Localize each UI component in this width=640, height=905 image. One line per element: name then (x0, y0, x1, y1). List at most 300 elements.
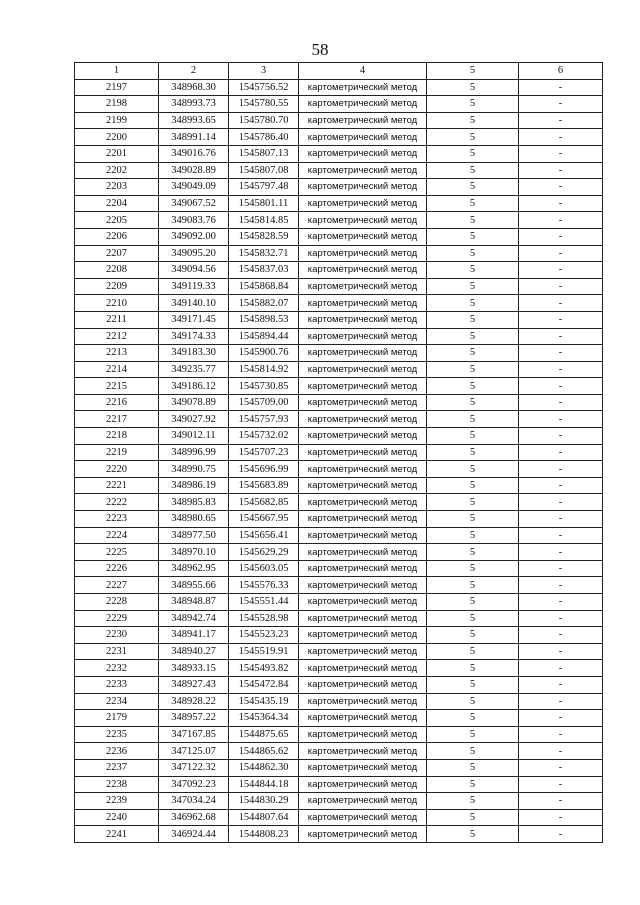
table-row (75, 411, 603, 428)
table-row (75, 295, 603, 312)
y-coordinate-cell: 1544807.64 (229, 809, 299, 826)
description-cell: - (519, 610, 603, 627)
y-coordinate-cell: 1545629.29 (229, 544, 299, 561)
description-cell: - (519, 759, 603, 776)
table-row (75, 361, 603, 378)
description-cell: - (519, 494, 603, 511)
method-cell: картометрический метод (299, 594, 427, 611)
x-coordinate-cell: 346924.44 (159, 826, 229, 843)
x-coordinate-cell: 349095.20 (159, 245, 229, 262)
method-cell: картометрический метод (299, 676, 427, 693)
y-coordinate-cell: 1545732.02 (229, 428, 299, 445)
accuracy-cell: 5 (427, 361, 519, 378)
point-number-cell: 2231 (75, 643, 159, 660)
y-coordinate-cell: 1545757.93 (229, 411, 299, 428)
table-row (75, 660, 603, 677)
method-cell: картометрический метод (299, 162, 427, 179)
y-coordinate-cell: 1545882.07 (229, 295, 299, 312)
accuracy-cell: 5 (427, 411, 519, 428)
table-row (75, 461, 603, 478)
point-number-cell: 2232 (75, 660, 159, 677)
accuracy-cell: 5 (427, 494, 519, 511)
accuracy-cell: 5 (427, 461, 519, 478)
point-number-cell: 2205 (75, 212, 159, 229)
y-coordinate-cell: 1544808.23 (229, 826, 299, 843)
x-coordinate-cell: 349183.30 (159, 345, 229, 362)
method-cell: картометрический метод (299, 477, 427, 494)
y-coordinate-cell: 1545832.71 (229, 245, 299, 262)
table-row (75, 494, 603, 511)
method-cell: картометрический метод (299, 577, 427, 594)
table-row (75, 511, 603, 528)
description-cell: - (519, 809, 603, 826)
point-number-cell: 2234 (75, 693, 159, 710)
method-cell: картометрический метод (299, 544, 427, 561)
accuracy-cell: 5 (427, 145, 519, 162)
x-coordinate-cell: 348977.50 (159, 527, 229, 544)
table-header (75, 63, 603, 80)
table-row (75, 693, 603, 710)
method-cell: картометрический метод (299, 826, 427, 843)
method-cell: картометрический метод (299, 461, 427, 478)
description-cell: - (519, 776, 603, 793)
y-coordinate-cell: 1545797.48 (229, 179, 299, 196)
table-row (75, 345, 603, 362)
table-row (75, 560, 603, 577)
point-number-cell: 2238 (75, 776, 159, 793)
accuracy-cell: 5 (427, 378, 519, 395)
method-cell: картометрический метод (299, 610, 427, 627)
method-cell: картометрический метод (299, 660, 427, 677)
column-header-5: 5 (427, 63, 519, 80)
y-coordinate-cell: 1545828.59 (229, 228, 299, 245)
method-cell: картометрический метод (299, 378, 427, 395)
table-row (75, 262, 603, 279)
table-row (75, 212, 603, 229)
description-cell: - (519, 162, 603, 179)
x-coordinate-cell: 349012.11 (159, 428, 229, 445)
description-cell: - (519, 145, 603, 162)
description-cell: - (519, 96, 603, 113)
x-coordinate-cell: 349092.00 (159, 228, 229, 245)
accuracy-cell: 5 (427, 826, 519, 843)
y-coordinate-cell: 1545898.53 (229, 311, 299, 328)
description-cell: - (519, 328, 603, 345)
method-cell: картометрический метод (299, 693, 427, 710)
table-row (75, 96, 603, 113)
description-cell: - (519, 461, 603, 478)
y-coordinate-cell: 1545709.00 (229, 394, 299, 411)
x-coordinate-cell: 347034.24 (159, 793, 229, 810)
point-number-cell: 2221 (75, 477, 159, 494)
y-coordinate-cell: 1545837.03 (229, 262, 299, 279)
method-cell: картометрический метод (299, 129, 427, 146)
page-number: 58 (311, 40, 329, 59)
x-coordinate-cell: 348962.95 (159, 560, 229, 577)
table-row (75, 643, 603, 660)
description-cell: - (519, 212, 603, 229)
point-number-cell: 2214 (75, 361, 159, 378)
description-cell: - (519, 743, 603, 760)
y-coordinate-cell: 1545780.55 (229, 96, 299, 113)
y-coordinate-cell: 1545683.89 (229, 477, 299, 494)
accuracy-cell: 5 (427, 328, 519, 345)
x-coordinate-cell: 348986.19 (159, 477, 229, 494)
accuracy-cell: 5 (427, 610, 519, 627)
y-coordinate-cell: 1545523.23 (229, 627, 299, 644)
y-coordinate-cell: 1544830.29 (229, 793, 299, 810)
table-row (75, 328, 603, 345)
description-cell: - (519, 560, 603, 577)
x-coordinate-cell: 347122.32 (159, 759, 229, 776)
accuracy-cell: 5 (427, 544, 519, 561)
description-cell: - (519, 676, 603, 693)
method-cell: картометрический метод (299, 710, 427, 727)
point-number-cell: 2213 (75, 345, 159, 362)
column-header-2: 2 (159, 63, 229, 80)
method-cell: картометрический метод (299, 428, 427, 445)
y-coordinate-cell: 1544862.30 (229, 759, 299, 776)
table-row (75, 627, 603, 644)
table-row (75, 145, 603, 162)
table-row (75, 544, 603, 561)
x-coordinate-cell: 349186.12 (159, 378, 229, 395)
table-row (75, 477, 603, 494)
y-coordinate-cell: 1544844.18 (229, 776, 299, 793)
method-cell: картометрический метод (299, 527, 427, 544)
accuracy-cell: 5 (427, 660, 519, 677)
point-number-cell: 2199 (75, 112, 159, 129)
point-number-cell: 2212 (75, 328, 159, 345)
x-coordinate-cell: 349094.56 (159, 262, 229, 279)
accuracy-cell: 5 (427, 129, 519, 146)
x-coordinate-cell: 349119.33 (159, 278, 229, 295)
point-number-cell: 2202 (75, 162, 159, 179)
x-coordinate-cell: 348968.30 (159, 79, 229, 96)
table-row (75, 710, 603, 727)
x-coordinate-cell: 347125.07 (159, 743, 229, 760)
y-coordinate-cell: 1545707.23 (229, 444, 299, 461)
table-row (75, 726, 603, 743)
description-cell: - (519, 112, 603, 129)
point-number-cell: 2227 (75, 577, 159, 594)
accuracy-cell: 5 (427, 477, 519, 494)
method-cell: картометрический метод (299, 212, 427, 229)
y-coordinate-cell: 1545551.44 (229, 594, 299, 611)
y-coordinate-cell: 1545894.44 (229, 328, 299, 345)
y-coordinate-cell: 1545603.05 (229, 560, 299, 577)
description-cell: - (519, 544, 603, 561)
method-cell: картометрический метод (299, 361, 427, 378)
method-cell: картометрический метод (299, 511, 427, 528)
point-number-cell: 2215 (75, 378, 159, 395)
point-number-cell: 2224 (75, 527, 159, 544)
method-cell: картометрический метод (299, 643, 427, 660)
description-cell: - (519, 345, 603, 362)
point-number-cell: 2219 (75, 444, 159, 461)
description-cell: - (519, 627, 603, 644)
table-row (75, 311, 603, 328)
table-row (75, 577, 603, 594)
accuracy-cell: 5 (427, 179, 519, 196)
point-number-cell: 2229 (75, 610, 159, 627)
y-coordinate-cell: 1545900.76 (229, 345, 299, 362)
accuracy-cell: 5 (427, 79, 519, 96)
point-number-cell: 2207 (75, 245, 159, 262)
accuracy-cell: 5 (427, 96, 519, 113)
method-cell: картометрический метод (299, 494, 427, 511)
method-cell: картометрический метод (299, 311, 427, 328)
column-header-1: 1 (75, 63, 159, 80)
y-coordinate-cell: 1545868.84 (229, 278, 299, 295)
table-row (75, 278, 603, 295)
column-header-3: 3 (229, 63, 299, 80)
accuracy-cell: 5 (427, 444, 519, 461)
description-cell: - (519, 228, 603, 245)
y-coordinate-cell: 1545696.99 (229, 461, 299, 478)
accuracy-cell: 5 (427, 560, 519, 577)
accuracy-cell: 5 (427, 809, 519, 826)
y-coordinate-cell: 1545786.40 (229, 129, 299, 146)
table-row (75, 676, 603, 693)
x-coordinate-cell: 348957.22 (159, 710, 229, 727)
table-row (75, 759, 603, 776)
point-number-cell: 2228 (75, 594, 159, 611)
y-coordinate-cell: 1545472.84 (229, 676, 299, 693)
description-cell: - (519, 179, 603, 196)
point-number-cell: 2222 (75, 494, 159, 511)
point-number-cell: 2179 (75, 710, 159, 727)
point-number-cell: 2198 (75, 96, 159, 113)
y-coordinate-cell: 1545801.11 (229, 195, 299, 212)
method-cell: картометрический метод (299, 112, 427, 129)
method-cell: картометрический метод (299, 79, 427, 96)
point-number-cell: 2233 (75, 676, 159, 693)
table-row (75, 162, 603, 179)
description-cell: - (519, 195, 603, 212)
accuracy-cell: 5 (427, 245, 519, 262)
column-header-6: 6 (519, 63, 603, 80)
description-cell: - (519, 660, 603, 677)
point-number-cell: 2197 (75, 79, 159, 96)
method-cell: картометрический метод (299, 245, 427, 262)
x-coordinate-cell: 349140.10 (159, 295, 229, 312)
x-coordinate-cell: 347092.23 (159, 776, 229, 793)
accuracy-cell: 5 (427, 212, 519, 229)
accuracy-cell: 5 (427, 195, 519, 212)
x-coordinate-cell: 349028.89 (159, 162, 229, 179)
y-coordinate-cell: 1544875.65 (229, 726, 299, 743)
point-number-cell: 2209 (75, 278, 159, 295)
x-coordinate-cell: 348985.83 (159, 494, 229, 511)
accuracy-cell: 5 (427, 594, 519, 611)
y-coordinate-cell: 1545364.34 (229, 710, 299, 727)
x-coordinate-cell: 348942.74 (159, 610, 229, 627)
description-cell: - (519, 511, 603, 528)
description-cell: - (519, 693, 603, 710)
y-coordinate-cell: 1545730.85 (229, 378, 299, 395)
description-cell: - (519, 726, 603, 743)
x-coordinate-cell: 349016.76 (159, 145, 229, 162)
accuracy-cell: 5 (427, 162, 519, 179)
accuracy-cell: 5 (427, 743, 519, 760)
accuracy-cell: 5 (427, 676, 519, 693)
method-cell: картометрический метод (299, 743, 427, 760)
table-row (75, 444, 603, 461)
accuracy-cell: 5 (427, 112, 519, 129)
y-coordinate-cell: 1545807.08 (229, 162, 299, 179)
method-cell: картометрический метод (299, 278, 427, 295)
x-coordinate-cell: 347167.85 (159, 726, 229, 743)
description-cell: - (519, 477, 603, 494)
x-coordinate-cell: 348928.22 (159, 693, 229, 710)
method-cell: картометрический метод (299, 145, 427, 162)
accuracy-cell: 5 (427, 527, 519, 544)
table-row (75, 179, 603, 196)
x-coordinate-cell: 349083.76 (159, 212, 229, 229)
table-row (75, 79, 603, 96)
x-coordinate-cell: 348941.17 (159, 627, 229, 644)
point-number-cell: 2223 (75, 511, 159, 528)
description-cell: - (519, 428, 603, 445)
table-row (75, 793, 603, 810)
x-coordinate-cell: 348933.15 (159, 660, 229, 677)
accuracy-cell: 5 (427, 793, 519, 810)
x-coordinate-cell: 349049.09 (159, 179, 229, 196)
description-cell: - (519, 278, 603, 295)
description-cell: - (519, 311, 603, 328)
point-number-cell: 2235 (75, 726, 159, 743)
y-coordinate-cell: 1545576.33 (229, 577, 299, 594)
point-number-cell: 2217 (75, 411, 159, 428)
accuracy-cell: 5 (427, 278, 519, 295)
x-coordinate-cell: 348955.66 (159, 577, 229, 594)
accuracy-cell: 5 (427, 511, 519, 528)
table-row (75, 112, 603, 129)
x-coordinate-cell: 349235.77 (159, 361, 229, 378)
accuracy-cell: 5 (427, 759, 519, 776)
point-number-cell: 2204 (75, 195, 159, 212)
header-row (75, 63, 603, 80)
point-number-cell: 2208 (75, 262, 159, 279)
table-row (75, 428, 603, 445)
accuracy-cell: 5 (427, 394, 519, 411)
table-row (75, 378, 603, 395)
method-cell: картометрический метод (299, 726, 427, 743)
x-coordinate-cell: 349171.45 (159, 311, 229, 328)
accuracy-cell: 5 (427, 710, 519, 727)
x-coordinate-cell: 348970.10 (159, 544, 229, 561)
description-cell: - (519, 793, 603, 810)
table-row (75, 527, 603, 544)
method-cell: картометрический метод (299, 793, 427, 810)
point-number-cell: 2225 (75, 544, 159, 561)
x-coordinate-cell: 348948.87 (159, 594, 229, 611)
method-cell: картометрический метод (299, 809, 427, 826)
point-number-cell: 2226 (75, 560, 159, 577)
accuracy-cell: 5 (427, 776, 519, 793)
table-row (75, 195, 603, 212)
description-cell: - (519, 245, 603, 262)
description-cell: - (519, 394, 603, 411)
point-number-cell: 2230 (75, 627, 159, 644)
method-cell: картометрический метод (299, 444, 427, 461)
table-row (75, 809, 603, 826)
method-cell: картометрический метод (299, 776, 427, 793)
accuracy-cell: 5 (427, 228, 519, 245)
accuracy-cell: 5 (427, 295, 519, 312)
method-cell: картометрический метод (299, 345, 427, 362)
description-cell: - (519, 295, 603, 312)
accuracy-cell: 5 (427, 726, 519, 743)
column-header-4: 4 (299, 63, 427, 80)
y-coordinate-cell: 1545814.85 (229, 212, 299, 229)
method-cell: картометрический метод (299, 228, 427, 245)
x-coordinate-cell: 349027.92 (159, 411, 229, 428)
accuracy-cell: 5 (427, 693, 519, 710)
y-coordinate-cell: 1545814.92 (229, 361, 299, 378)
description-cell: - (519, 826, 603, 843)
y-coordinate-cell: 1544865.62 (229, 743, 299, 760)
point-number-cell: 2206 (75, 228, 159, 245)
x-coordinate-cell: 348990.75 (159, 461, 229, 478)
y-coordinate-cell: 1545528.98 (229, 610, 299, 627)
description-cell: - (519, 710, 603, 727)
x-coordinate-cell: 348940.27 (159, 643, 229, 660)
accuracy-cell: 5 (427, 262, 519, 279)
description-cell: - (519, 79, 603, 96)
method-cell: картометрический метод (299, 328, 427, 345)
method-cell: картометрический метод (299, 759, 427, 776)
table-row (75, 826, 603, 843)
y-coordinate-cell: 1545780.70 (229, 112, 299, 129)
method-cell: картометрический метод (299, 96, 427, 113)
description-cell: - (519, 577, 603, 594)
accuracy-cell: 5 (427, 345, 519, 362)
x-coordinate-cell: 348927.43 (159, 676, 229, 693)
point-number-cell: 2240 (75, 809, 159, 826)
point-number-cell: 2236 (75, 743, 159, 760)
x-coordinate-cell: 349078.89 (159, 394, 229, 411)
method-cell: картометрический метод (299, 560, 427, 577)
description-cell: - (519, 262, 603, 279)
point-number-cell: 2200 (75, 129, 159, 146)
y-coordinate-cell: 1545519.91 (229, 643, 299, 660)
x-coordinate-cell: 348993.65 (159, 112, 229, 129)
description-cell: - (519, 594, 603, 611)
description-cell: - (519, 527, 603, 544)
accuracy-cell: 5 (427, 428, 519, 445)
accuracy-cell: 5 (427, 577, 519, 594)
point-number-cell: 2218 (75, 428, 159, 445)
description-cell: - (519, 444, 603, 461)
y-coordinate-cell: 1545656.41 (229, 527, 299, 544)
x-coordinate-cell: 349174.33 (159, 328, 229, 345)
x-coordinate-cell: 348993.73 (159, 96, 229, 113)
accuracy-cell: 5 (427, 627, 519, 644)
y-coordinate-cell: 1545682.85 (229, 494, 299, 511)
table-row (75, 394, 603, 411)
table-row (75, 245, 603, 262)
accuracy-cell: 5 (427, 311, 519, 328)
description-cell: - (519, 643, 603, 660)
y-coordinate-cell: 1545807.13 (229, 145, 299, 162)
point-number-cell: 2203 (75, 179, 159, 196)
method-cell: картометрический метод (299, 394, 427, 411)
table-row (75, 743, 603, 760)
accuracy-cell: 5 (427, 643, 519, 660)
point-number-cell: 2210 (75, 295, 159, 312)
